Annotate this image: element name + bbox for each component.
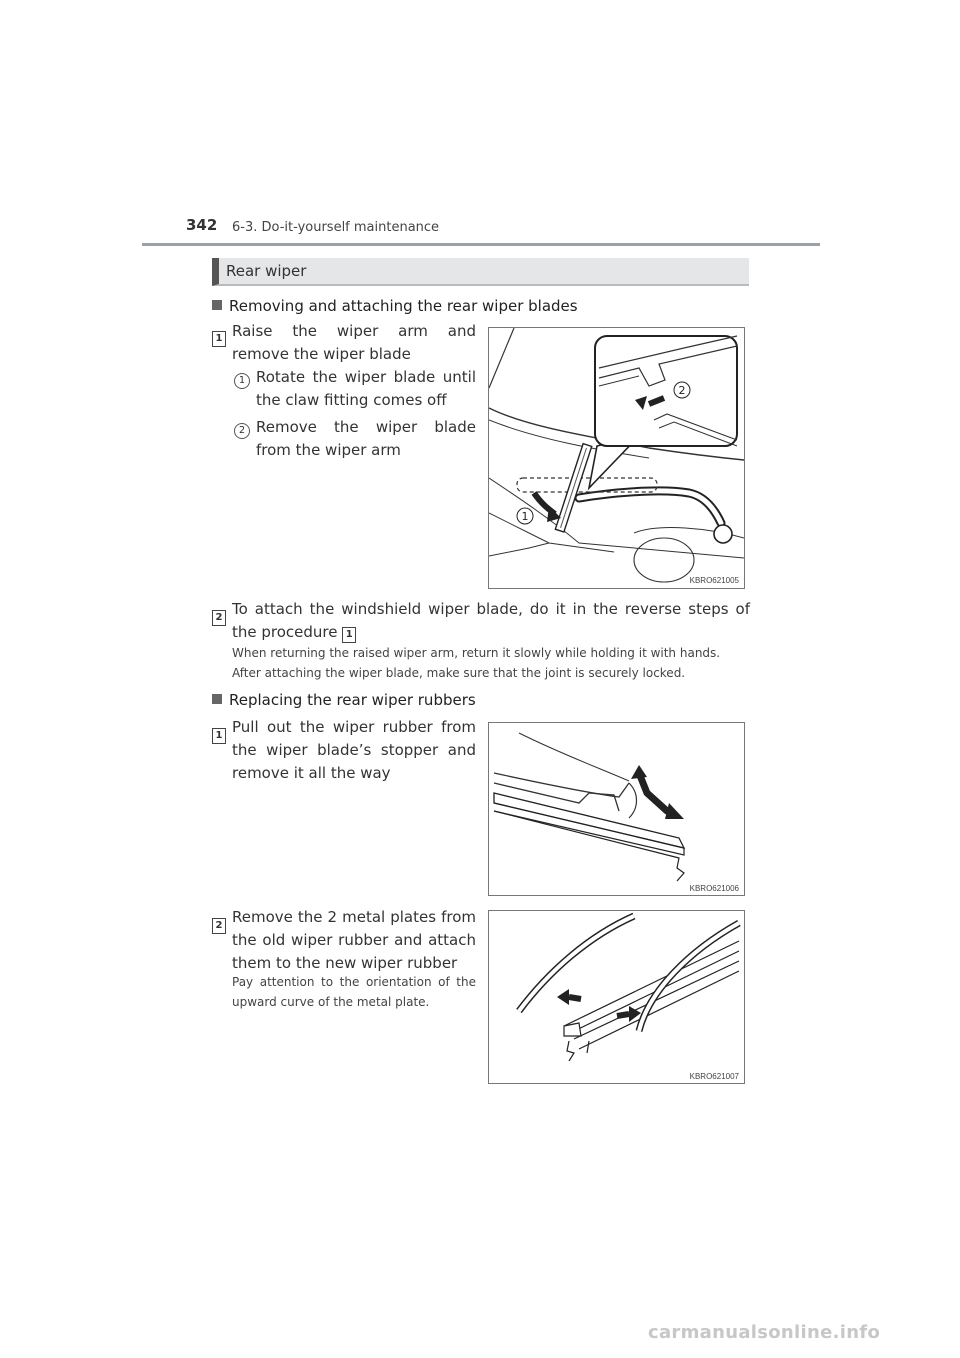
figure-code: KBRO621005: [689, 576, 739, 585]
step-2-text: To attach the windshield wiper blade, do it in the reverse steps of the procedure 1: [232, 600, 750, 641]
figure-pull-out-rubber: [488, 722, 745, 896]
note-return-arm: When returning the raised wiper arm, return it slowly while holding it with hands.: [232, 646, 721, 660]
section-title: Rear wiper: [226, 262, 307, 280]
rubber-step-1-marker: 1: [212, 723, 226, 744]
header-rule: [142, 243, 820, 246]
subheading-removing: [212, 297, 578, 315]
step-1-marker: 1: [212, 326, 226, 347]
subheading-replacing: [212, 691, 476, 709]
section-path: 6-3. Do-it-yourself maintenance: [232, 220, 440, 235]
figure-code: KBRO621006: [689, 884, 739, 893]
substep-2-text: Remove the wiper blade from the wiper arm: [256, 418, 476, 459]
rubber-step-2-text: Remove the 2 metal plates from the old wiper rubber and attach them to the new wiper rubber: [232, 908, 476, 972]
subheading-text: Removing and attaching the rear wiper blades: [229, 297, 578, 315]
callout-1: 1: [521, 510, 529, 523]
square-bullet-icon: [212, 694, 222, 704]
figure-remove-wiper-blade: [488, 327, 745, 589]
substep-1-marker: 1: [234, 370, 250, 389]
rubber-step-1-text: Pull out the wiper rubber from the wiper blade’s stopper and remove it all the way: [232, 718, 476, 782]
watermark: carmanualsonline.info: [648, 1322, 881, 1343]
step-2-marker: 2: [212, 605, 226, 626]
substep-1-text: Rotate the wiper blade until the claw fitting comes off: [256, 368, 476, 409]
callout-2: 2: [678, 384, 686, 397]
figure-metal-plates: [488, 910, 745, 1084]
page-number: 342: [186, 216, 218, 234]
subheading-text: Replacing the rear wiper rubbers: [229, 691, 476, 709]
figure-code: KBRO621007: [689, 1072, 739, 1081]
note-metal-plate: Pay attention to the orientation of the upward curve of the metal plate.: [232, 975, 476, 1009]
note-joint-locked: After attaching the wiper blade, make sure that the joint is securely locked.: [232, 666, 686, 680]
step-ref-marker: 1: [342, 627, 356, 643]
substep-2-marker: 2: [234, 420, 250, 439]
square-bullet-icon: [212, 300, 222, 310]
step-1-text: Raise the wiper arm and remove the wiper blade: [232, 322, 476, 363]
rubber-step-2-marker: 2: [212, 913, 226, 934]
